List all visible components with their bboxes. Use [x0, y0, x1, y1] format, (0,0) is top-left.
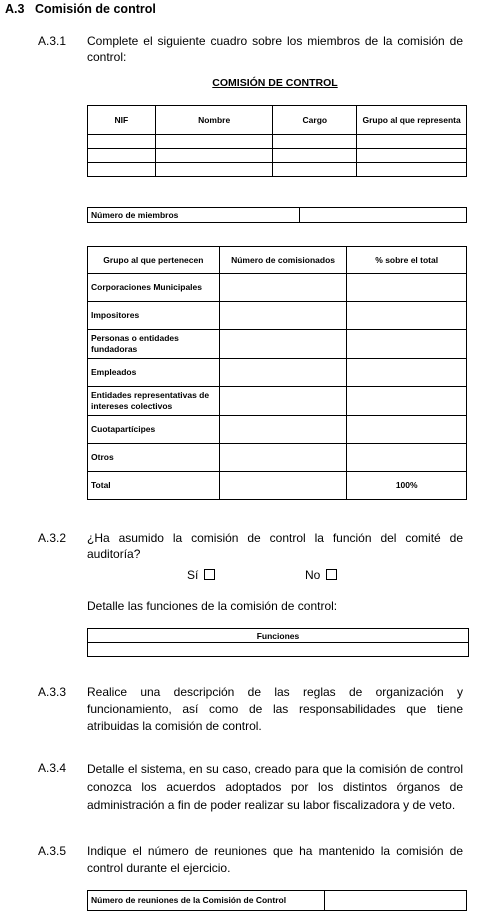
functions-table: [87, 628, 469, 657]
table-row: [88, 472, 467, 500]
row-label-empleados: Empleados: [88, 359, 220, 387]
cell-nombre[interactable]: [155, 135, 273, 149]
question-number-a32: A.3.2: [38, 531, 67, 545]
table-row: [88, 444, 467, 472]
table-row: [88, 416, 467, 444]
cell-comisionados[interactable]: [219, 416, 347, 444]
col-header-numero-comisionados: Número de comisionados: [219, 247, 347, 274]
col-header-grupo: Grupo al que representa: [357, 106, 467, 135]
cell-comisionados-total[interactable]: [219, 472, 347, 500]
table-row: [88, 135, 467, 149]
row-label-impositores: Impositores: [88, 302, 220, 330]
row-label-intereses-colectivos: Entidades representativas de intereses colectivos: [88, 387, 220, 416]
cell-nombre[interactable]: [155, 149, 273, 163]
question-number-a35: A.3.5: [38, 844, 67, 858]
table-row: [88, 359, 467, 387]
row-label-corporaciones: Corporaciones Municipales: [88, 274, 220, 302]
cell-porcentaje[interactable]: [347, 302, 467, 330]
cell-grupo[interactable]: [357, 163, 467, 177]
cell-comisionados[interactable]: [219, 387, 347, 416]
table-row: [88, 274, 467, 302]
cell-cargo[interactable]: [273, 135, 357, 149]
row-label-cuotaparticipes: Cuotapartícipes: [88, 416, 220, 444]
cell-grupo[interactable]: [357, 149, 467, 163]
cell-comisionados[interactable]: [219, 302, 347, 330]
members-table: [87, 105, 467, 177]
num-members-label: Número de miembros: [88, 208, 300, 223]
cell-comisionados[interactable]: [219, 444, 347, 472]
yes-option[interactable]: [187, 568, 215, 582]
table-row: [88, 330, 467, 359]
cell-porcentaje[interactable]: [347, 274, 467, 302]
meetings-value[interactable]: [325, 891, 467, 911]
col-header-funciones: Funciones: [88, 629, 469, 643]
row-label-total: Total: [88, 472, 220, 500]
col-header-porcentaje: % sobre el total: [347, 247, 467, 274]
col-header-nif: NIF: [88, 106, 156, 135]
cell-comisionados[interactable]: [219, 359, 347, 387]
table-row: [88, 302, 467, 330]
cell-nif[interactable]: [88, 135, 156, 149]
groups-table: [87, 246, 467, 500]
question-number-a34: A.3.4: [38, 761, 67, 775]
question-number-a33: A.3.3: [38, 685, 67, 699]
cell-porcentaje[interactable]: [347, 444, 467, 472]
no-checkbox[interactable]: [326, 569, 337, 580]
cell-nif[interactable]: [88, 163, 156, 177]
cell-porcentaje[interactable]: [347, 330, 467, 359]
num-members-table: [87, 207, 467, 223]
cell-comisionados[interactable]: [219, 330, 347, 359]
question-text-a33: Realice una descripción de las reglas de organización y funcionamiento, así como de las responsabilidades que tiene atribuidas la comisión de control.: [87, 685, 463, 733]
cell-nif[interactable]: [88, 149, 156, 163]
cell-porcentaje[interactable]: [347, 359, 467, 387]
cell-nombre[interactable]: [155, 163, 273, 177]
cell-comisionados[interactable]: [219, 274, 347, 302]
question-number-a31: A.3.1: [38, 34, 67, 48]
cell-grupo[interactable]: [357, 135, 467, 149]
section-title: Comisión de control: [35, 2, 156, 16]
question-text-a31: Complete el siguiente cuadro sobre los miembros de la comisión de control:: [87, 34, 463, 64]
yes-checkbox[interactable]: [204, 569, 215, 580]
yes-label: Sí: [187, 568, 199, 582]
question-text-a32: ¿Ha asumido la comisión de control la función del comité de auditoría?: [87, 531, 463, 561]
col-header-nombre: Nombre: [155, 106, 273, 135]
table-title: COMISIÓN DE CONTROL: [212, 77, 338, 89]
cell-cargo[interactable]: [273, 149, 357, 163]
total-percentage: 100%: [347, 472, 467, 500]
num-members-value[interactable]: [300, 208, 467, 223]
meetings-table: [87, 890, 467, 911]
section-number: A.3: [5, 2, 25, 16]
no-option[interactable]: [305, 568, 337, 582]
no-label: No: [305, 568, 321, 582]
cell-porcentaje[interactable]: [347, 416, 467, 444]
functions-cell[interactable]: [88, 643, 469, 657]
row-label-fundadoras: Personas o entidades fundadoras: [88, 330, 220, 359]
cell-porcentaje[interactable]: [347, 387, 467, 416]
row-label-otros: Otros: [88, 444, 220, 472]
table-row: [88, 387, 467, 416]
detail-functions-text: Detalle las funciones de la comisión de control:: [87, 599, 338, 613]
col-header-cargo: Cargo: [273, 106, 357, 135]
meetings-label: Número de reuniones de la Comisión de Control: [88, 891, 325, 911]
table-row: [88, 149, 467, 163]
cell-cargo[interactable]: [273, 163, 357, 177]
table-row: [88, 163, 467, 177]
question-text-a34: Detalle el sistema, en su caso, creado para que la comisión de control conozca los acuerdos adoptados por los distintos órganos de administración a fin de poder realizar su labor fiscalizadora y de veto.: [87, 762, 463, 812]
section-heading: [5, 2, 156, 16]
table-row: [88, 643, 469, 657]
question-text-a35: Indique el número de reuniones que ha mantenido la comisión de control durante el ejercicio.: [87, 844, 463, 875]
col-header-grupo-pertenecen: Grupo al que pertenecen: [88, 247, 220, 274]
